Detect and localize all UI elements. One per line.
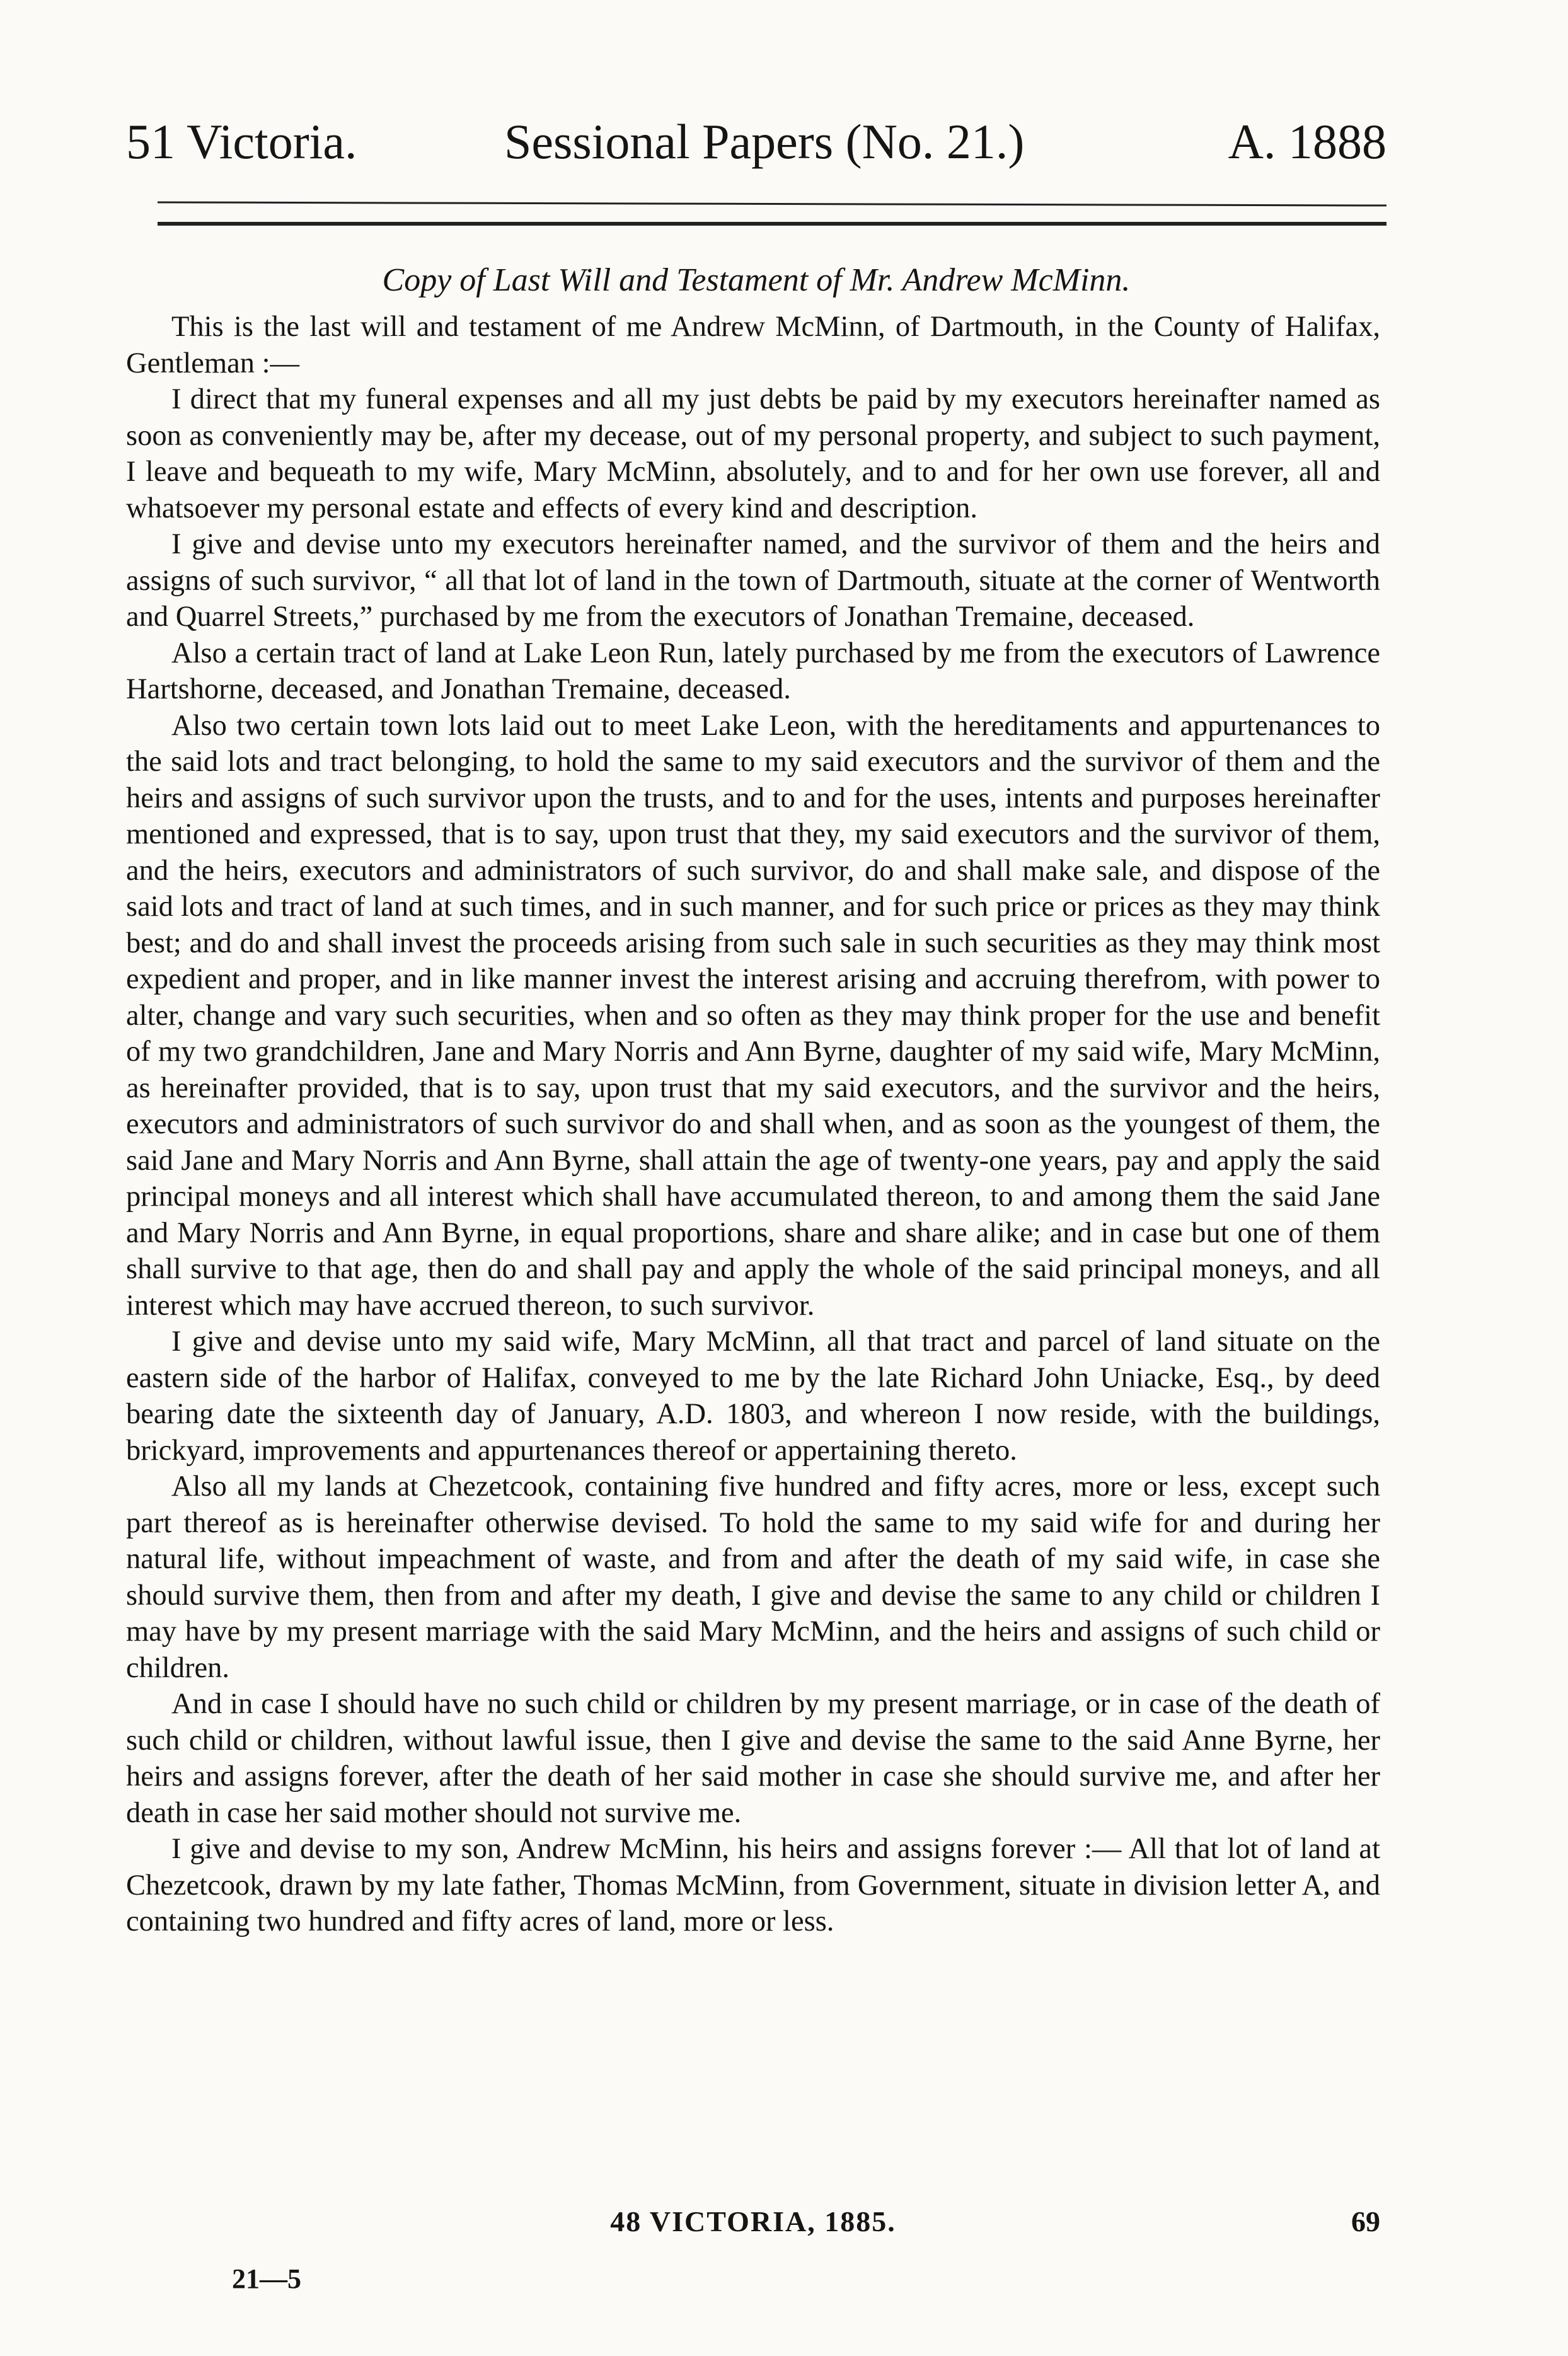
paragraph-lake-leon-run: Also a certain tract of land at Lake Leon Run, lately purchased by me from the executors of Lawrence Hartshorne, deceased, and Jonathan Tremaine, deceased. — [126, 637, 1380, 705]
footer-regnal-year: 48 VICTORIA, 1885. — [610, 2205, 896, 2238]
header-rule-thick — [158, 222, 1386, 226]
page-footer — [126, 2200, 1380, 2244]
paragraph-no-child-case: And in case I should have no such child or children by my present marriage, or in case of the death of such child or children, without lawful issue, then I give and devise the same to the said Anne Byrne, her heirs and assigns forever, after the death of her said mother in case she should survive me, and after her death in case her said mother should not survive me. — [126, 1688, 1380, 1829]
paragraph-intro: This is the last will and testament of me Andrew McMinn, of Dartmouth, in the County of Halifax, Gentleman :— — [126, 311, 1380, 379]
paragraph-chezetcook-lands: Also all my lands at Chezetcook, containing five hundred and fifty acres, more or less, except such part thereof as is hereinafter otherwise devised. To hold the same to my said wife for and during her natural life, without impeachment of waste, and from and after the death of my said wife, in case she should survive them, then from and after my death, I give and devise the same to any child or children I may have by my present marriage with the said Mary McMinn, and the heirs and assigns of such child or children. — [126, 1470, 1380, 1684]
will-text — [126, 309, 1380, 1940]
paragraph-town-lots-trust: Also two certain town lots laid out to meet Lake Leon, with the hereditaments and appurtenances to the said lots and tract belonging, to hold the same to my said executors and the survivor of them and the heirs and assigns of such survivor upon the trusts, and to and for the uses, intents and purposes hereinafter mentioned and expressed, that is to say, upon trust that they, my said executors and the survivor of them, and the heirs, executors and administrators of such survivor, do and shall make sale, and dispose of the said lots and tract of land at such times, and in such manner, and for such price or prices as they may think best; and do and shall invest the proceeds arising from such sale in such securities as they may think most expedient and proper, and in like manner invest the interest arising and accruing therefrom, with power to alter, change and vary such securities, when and so often as they may think proper for the use and benefit of my two grandchildren, Jane and Mary Norris and Ann Byrne, daughter of my said wife, Mary McMinn, as hereinafter provided, that is to say, upon trust that my said executors, and the survivor and the heirs, executors and administrators of such survivor do and shall when, and as soon as the youngest of them, the said Jane and Mary Norris and Ann Byrne, shall attain the age of twenty-one years, pay and apply the said principal moneys and all interest which shall have accumulated thereon, to and among them the said Jane and Mary Norris and Ann Byrne, in equal proportions, share and share alike; and in case but one of them shall survive to that age, then do and shall pay and apply the whole of the said principal moneys, and all interest which may have accrued thereon, to such survivor. — [126, 709, 1380, 1322]
running-header — [126, 107, 1386, 176]
header-sessional-papers: Sessional Papers (No. 21.) — [504, 114, 1025, 169]
paragraph-son-bequest: I give and devise to my son, Andrew McMinn, his heirs and assigns forever :— All that lot of land at Chezetcook, drawn by my late father, Thomas McMinn, from Government, situate in division letter A, and containing two hundred and fifty acres of land, more or less. — [126, 1833, 1380, 1937]
header-year: A. 1888 — [1228, 114, 1386, 169]
page-number: 69 — [1351, 2205, 1380, 2238]
document-title: Copy of Last Will and Testament of Mr. Andrew McMinn. — [382, 262, 1131, 298]
header-rule-thin — [158, 201, 1386, 206]
header-regnal-year: 51 Victoria. — [126, 114, 357, 169]
printer-signature-mark: 21—5 — [232, 2263, 301, 2294]
paragraph-funeral-expenses: I direct that my funeral expenses and all my just debts be paid by my executors hereinafter named as soon as conveniently may be, after my decease, out of my personal property, and subject to such payment, I leave and bequeath to my wife, Mary McMinn, absolutely, and to and for her own use forever, all and whatsoever my personal estate and effects of every kind and description. — [126, 383, 1380, 524]
paragraph-dartmouth-lot: I give and devise unto my executors hereinafter named, and the survivor of them and the heirs and assigns of such survivor, “ all that lot of land in the town of Dartmouth, situate at the corner of Wentworth and Quarrel Streets,” purchased by me from the executors of Jonathan Tremaine, deceased. — [126, 528, 1380, 633]
paragraph-halifax-harbor-land: I give and devise unto my said wife, Mary McMinn, all that tract and parcel of land situate on the eastern side of the harbor of Halifax, conveyed to me by the late Richard John Uniacke, Esq., by deed bearing date the sixteenth day of January, A.D. 1803, and whereon I now reside, with the buildings, brickyard, improvements and appurtenances thereof or appertaining thereto. — [126, 1325, 1380, 1467]
